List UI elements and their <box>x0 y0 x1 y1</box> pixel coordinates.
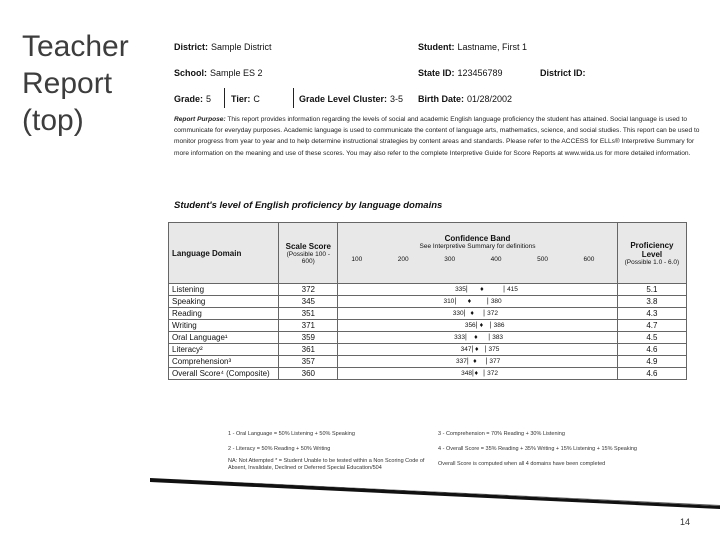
proficiency-level: 5.1 <box>617 284 686 296</box>
table-row <box>169 332 687 344</box>
section-heading: Student's level of English proficiency by language domains <box>174 200 443 211</box>
header-proficiency-level: Proficiency Level (Possible 1.0 - 6.0) <box>617 223 686 284</box>
slide-title-line-2: Report <box>22 67 113 100</box>
band-high-value: 377 <box>489 358 501 365</box>
cluster-field: Grade Level Cluster: 3-5 <box>299 94 404 104</box>
scale-score: 357 <box>279 356 338 368</box>
band-low-value: 310 <box>443 298 455 305</box>
confidence-band <box>338 284 618 296</box>
header-scale-score: Scale Score (Possible 100 - 600) <box>279 223 338 284</box>
header-language-domain: Language Domain <box>169 223 279 284</box>
report-purpose: Report Purpose: This report provides information regarding the levels of social and academic English language proficiency the student has attained. Social language is used to communicate for everyday purposes. Academic language is used to communicate the content of language arts, mathematics, science, and social studies. This report can be used to monitor progress from year to year and to help determine instructional strategies by content areas and standards. Please refer to the ACCESS for ELLs® Interpretive Summary for more information on the meaning and use of these scores. You may also refer to the complete Interpretive Guide for Score Reports at www.wida.us for more detailed information. <box>174 116 700 157</box>
scale-score: 371 <box>279 320 338 332</box>
page-number: 14 <box>679 517 690 527</box>
table-row <box>169 296 687 308</box>
confidence-band <box>338 320 618 332</box>
band-bracket: | <box>475 322 478 329</box>
confidence-band <box>338 332 618 344</box>
note-comprehension: 3 - Comprehension = 70% Reading + 30% Listening <box>438 431 565 437</box>
proficiency-level: 4.9 <box>617 356 686 368</box>
confidence-band <box>338 308 618 320</box>
note-oral-language: 1 - Oral Language = 50% Listening + 50% Speaking <box>228 431 355 437</box>
band-bracket: | <box>485 358 488 365</box>
proficiency-level: 4.7 <box>617 320 686 332</box>
scale-tick-label: 500 <box>537 256 548 263</box>
band-bracket: | <box>465 286 468 293</box>
band-bracket: | <box>488 334 491 341</box>
domain-name: Writing <box>169 320 279 332</box>
header-confidence-band: Confidence Band See Interpretive Summary for definitions 100 200 300 400 500 600 <box>338 223 618 284</box>
proficiency-level: 3.8 <box>617 296 686 308</box>
proficiency-level: 4.3 <box>617 308 686 320</box>
district-id-field: District ID: <box>540 68 586 78</box>
band-high-value: 375 <box>488 346 500 353</box>
confidence-band <box>338 356 618 368</box>
band-high-value: 383 <box>492 334 504 341</box>
score-marker: ♦ <box>480 286 484 293</box>
band-bracket: | <box>483 310 485 317</box>
score-marker: ♦ <box>470 310 474 317</box>
student-field: Student: Lastname, First 1 <box>418 42 528 52</box>
domain-name: Reading <box>169 308 279 320</box>
table-row <box>169 368 687 380</box>
scale-score: 372 <box>279 284 338 296</box>
note-overall-computed: Overall Score is computed when all 4 domains have been completed <box>438 461 606 467</box>
domain-name: Overall Score⁴ (Composite) <box>169 368 279 380</box>
score-marker: ♦ <box>474 334 478 341</box>
scale-tick-label: 100 <box>351 256 363 263</box>
scale-score: 360 <box>279 368 338 380</box>
score-marker: ♦ <box>479 322 484 329</box>
proficiency-table <box>168 222 687 380</box>
slide-title-line-1: Teacher <box>22 30 129 63</box>
district-field: District: Sample District <box>174 42 272 52</box>
proficiency-level: 4.6 <box>617 344 686 356</box>
proficiency-level: 4.6 <box>617 368 686 380</box>
school-field: School: Sample ES 2 <box>174 68 263 78</box>
table-row <box>169 344 687 356</box>
scale-tick-label: 600 <box>583 256 595 263</box>
band-low-value: 356 <box>464 322 476 329</box>
band-high-value: 386 <box>493 322 505 329</box>
band-bracket: | <box>484 346 487 353</box>
table-row <box>169 284 687 296</box>
band-low-value: 333 <box>454 334 465 341</box>
note-overall-score: 4 - Overall Score = 35% Reading + 35% Writing + 15% Listening + 15% Speaking <box>438 446 637 452</box>
slide-title <box>22 28 162 139</box>
band-low-value: 347 <box>460 346 472 353</box>
band-bracket: | <box>483 370 485 377</box>
scale-score: 345 <box>279 296 338 308</box>
band-low-value: 335 <box>455 286 466 293</box>
scale-score: 361 <box>279 344 338 356</box>
band-bracket: | <box>463 310 466 317</box>
field-divider <box>224 88 225 108</box>
band-high-value: 380 <box>490 298 502 305</box>
slide-title-line-3: (top) <box>22 104 84 137</box>
proficiency-level: 4.5 <box>617 332 686 344</box>
scale-ticks <box>338 250 617 274</box>
birth-date-field: Birth Date: 01/28/2002 <box>418 94 513 104</box>
score-marker: ♦ <box>474 370 479 377</box>
scale-score: 359 <box>279 332 338 344</box>
note-literacy: 2 - Literacy = 50% Reading + 50% Writing <box>228 446 331 452</box>
table-row <box>169 320 687 332</box>
field-divider <box>293 88 294 108</box>
band-low-value: 337 <box>456 358 467 365</box>
confidence-band <box>338 368 618 380</box>
state-id-field: State ID: 123456789 <box>418 68 503 78</box>
table-row <box>169 356 687 368</box>
confidence-band <box>338 344 618 356</box>
band-bracket: | <box>489 322 492 329</box>
scale-tick-label: 400 <box>490 256 502 263</box>
band-low-value: 348 <box>461 370 472 377</box>
score-report <box>168 36 708 476</box>
domain-name: Listening <box>169 284 279 296</box>
band-bracket: | <box>464 334 467 341</box>
band-bracket: | <box>454 298 457 305</box>
band-high-value: 372 <box>487 370 498 377</box>
note-not-attempted: NA: Not Attempted * = Student Unable to be tested within a Non Scoring Code of Absent, Invalidate, Declined or Deferred Special Education/504 <box>228 458 425 471</box>
grade-field: Grade: 5 <box>174 94 212 104</box>
domain-name: Speaking <box>169 296 279 308</box>
scale-tick-label: 300 <box>444 256 456 263</box>
band-bracket: | <box>471 346 474 353</box>
band-high-value: 372 <box>487 310 498 317</box>
scale-score: 351 <box>279 308 338 320</box>
domain-name: Literacy² <box>169 344 279 356</box>
band-high-value: 415 <box>507 286 518 293</box>
tier-field: Tier: C <box>231 94 260 104</box>
domain-name: Oral Language¹ <box>169 332 279 344</box>
scale-tick-label: 200 <box>397 256 409 263</box>
domain-name: Comprehension³ <box>169 356 279 368</box>
band-bracket: | <box>466 358 469 365</box>
score-marker: ♦ <box>467 298 472 305</box>
score-marker: ♦ <box>473 358 477 365</box>
band-bracket: | <box>471 370 474 377</box>
table-row <box>169 308 687 320</box>
score-marker: ♦ <box>474 346 479 353</box>
band-bracket: | <box>486 298 489 305</box>
band-bracket: | <box>503 286 505 293</box>
confidence-band <box>338 296 618 308</box>
band-low-value: 330 <box>452 310 464 317</box>
